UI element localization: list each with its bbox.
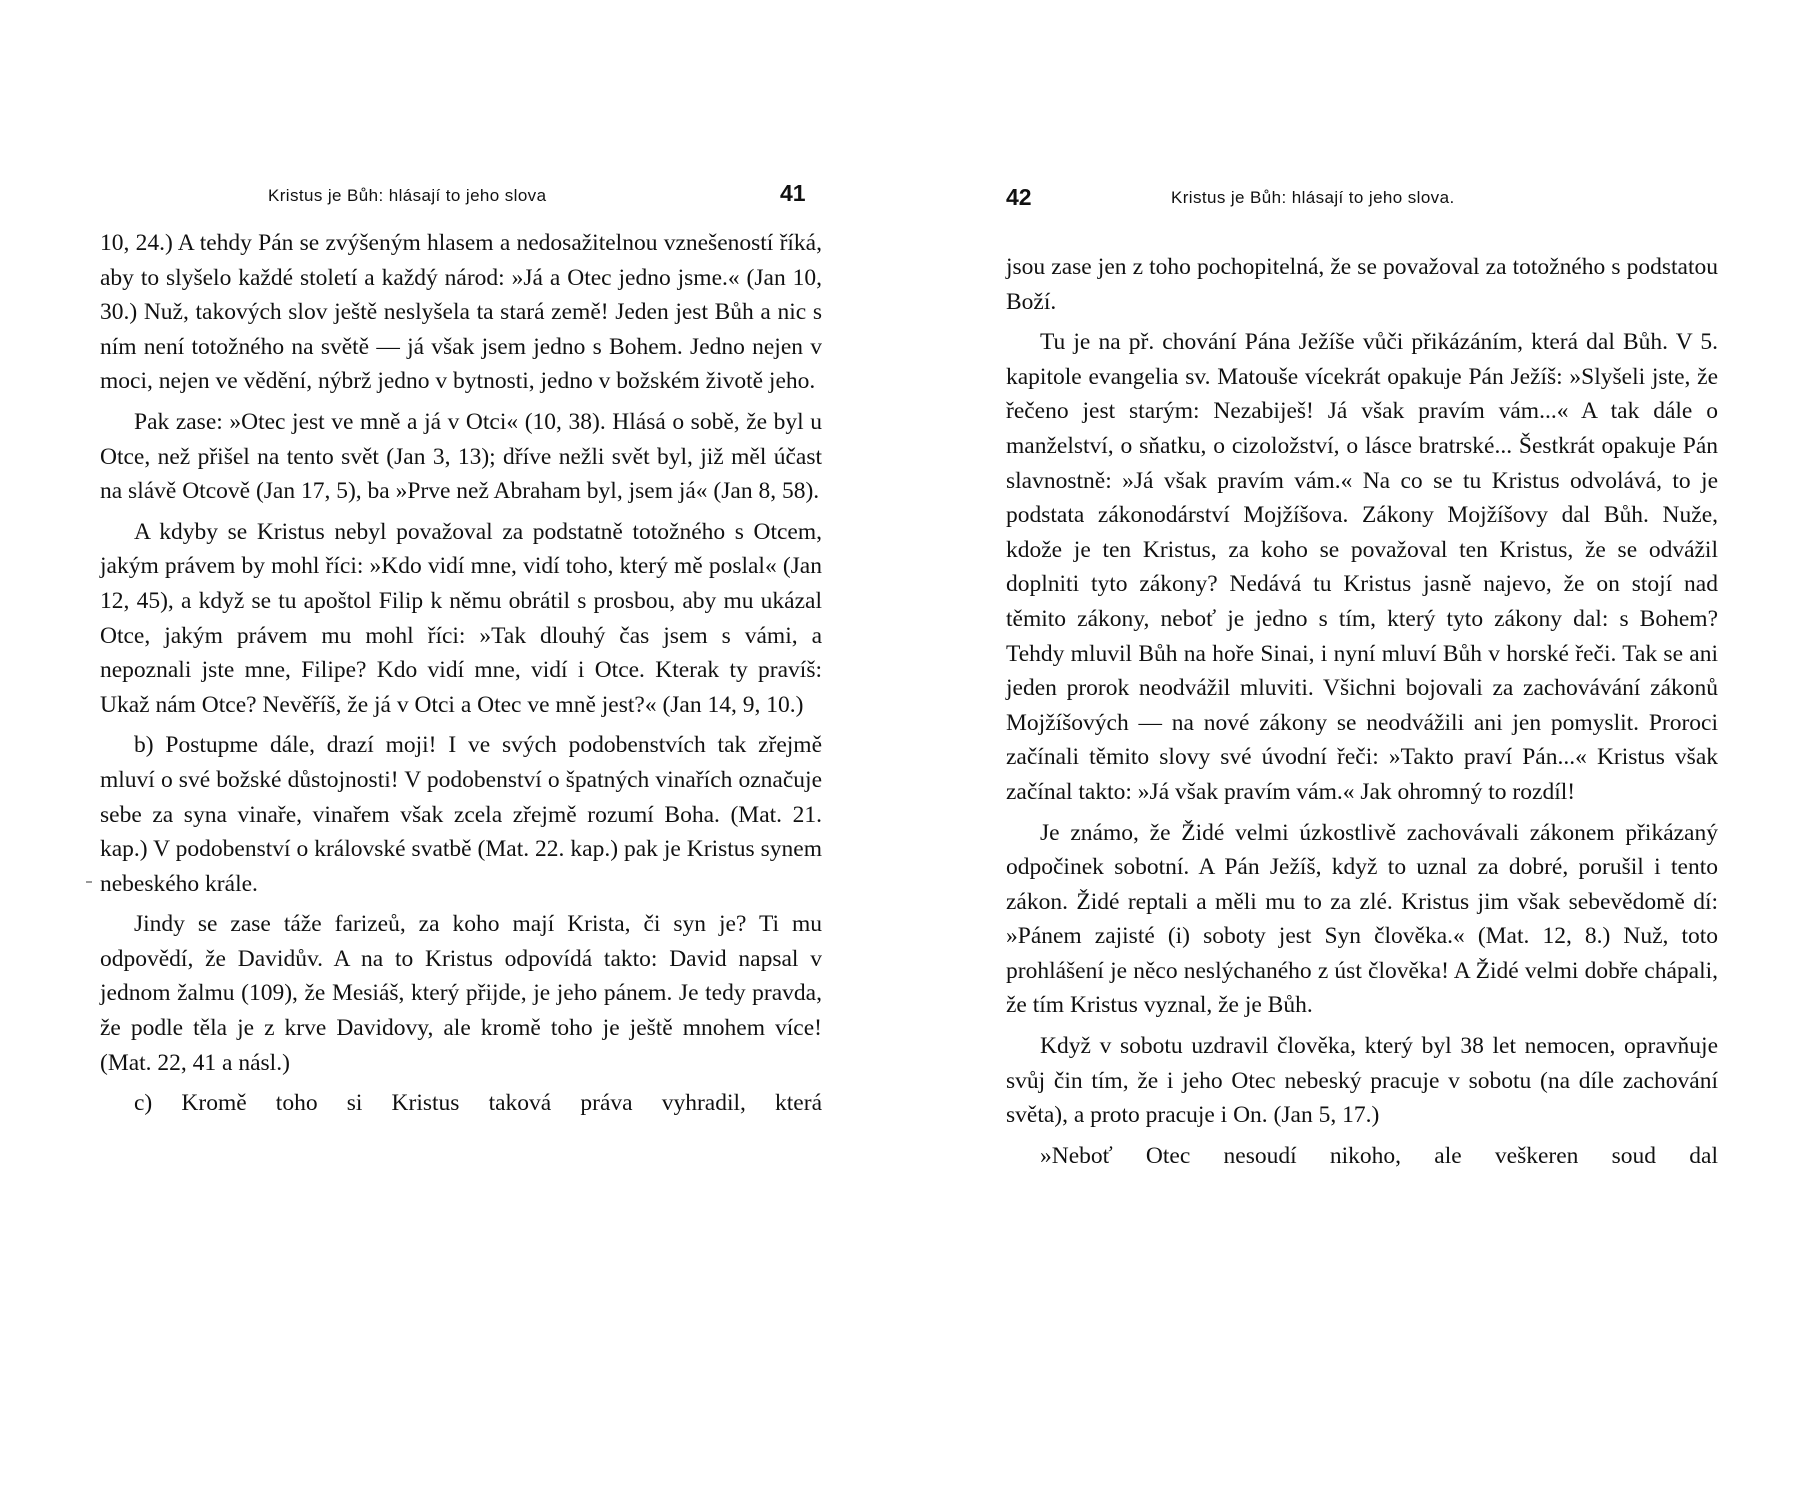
right-paragraph-5: »Neboť Otec nesoudí nikoho, ale veškeren soud dal — [1040, 1142, 1718, 1169]
page-mark — [86, 881, 92, 883]
right-paragraph-2: Tu je na př. chování Pána Ježíše vůči přikázáním, která dal Bůh. V 5. kapitole evangelia sv. Matouše vícekrát opakuje Pán Ježíš: »Slyšeli jste, že řečeno jest starým: Nezabiješ! Já však pravím vám...« A tak dále o manželství, o sňatku, o cizoložství, o lásce bratrské... Šestkrát opakuje Pán slavnostně: »Já však pravím vám.« Na co se tu Kristus odvolává, to je podstata zákonodárství Mojžíšova. Zákony Mojžíšovy dal Bůh. Nuže, kdože je ten Kristus, za koho se považoval ten Kristus, že se odvážil doplniti tyto zákony? Nedává tu Kristus jasně najevo, že on stojí nad těmito zákony, neboť je jedno s tím, který tyto zákony dal: s Bohem? Tehdy mluvil Bůh na hoře Sinai, i nyní mluví Bůh v horské řeči. Tak se ani jeden prorok neodvážil mluviti. Všichni bojovali za zachovávání zákonů Mojžíšových — na nové zákony se neodvážili ani jen pomyslit. Proroci začínali těmito slovy své úvodní řeči: »Takto praví Pán...« Kristus však začínal takto: »Já však pravím vám.« Jak ohromný to rozdíl! — [1006, 329, 1718, 805]
left-body-text — [100, 226, 822, 1121]
left-paragraph-3: A kdyby se Kristus nebyl považoval za podstatně totožného s Otcem, jakým právem by mohl říci: »Kdo vidí mne, vidí toho, který mě poslal« (Jan 12, 45), a když se tu apoštol Filip k němu obrátil s prosbou, aby mu ukázal Otce, jakým právem mu mohl říci: »Tak dlouhý čas jsem s vámi, a nepoznali jste mne, Filipe? Kdo vidí mne, vidí i Otce. Kterak ty pravíš: Ukaž nám Otce? Nevěříš, že já v Otci a Otec ve mně jest?« (Jan 14, 9, 10.) — [100, 518, 822, 718]
left-paragraph-5: Jindy se zase táže farizeů, za koho mají Krista, či syn je? Ti mu odpovědí, že Davidův. A na to Kristus odpovídá takto: David napsal v jednom žalmu (109), že Mesiáš, který přijde, je jeho pánem. Je tedy pravda, že podle těla je z krve Davidovy, ale kromě toho je ještě mnohem více! (Mat. 22, 41 a násl.) — [100, 911, 822, 1076]
left-running-head-title: Kristus je Bůh: hlásají to jeho slova — [268, 186, 547, 205]
right-page — [1006, 180, 1718, 1173]
right-paragraph-3: Je známo, že Židé velmi úzkostlivě zachovávali zákonem přikázaný odpočinek sobotní. A Pán Ježíš, když to uznal za dobré, porušil i tento zákon. Židé reptali a měli mu to za zlé. Kristus jim však sebevědomě dí: »Pánem zajisté (i) soboty jest Syn člověka.« (Mat. 12, 8.) Nuž, toto prohlášení je něco neslýchaného z úst člověka! A Židé velmi dobře chápali, že tím Kristus vyznal, že je Bůh. — [1006, 819, 1718, 1019]
left-paragraph-4: b) Postupme dále, drazí moji! I ve svých podobenstvích tak zřejmě mluví o své božské důstojnosti! V podobenství o špatných vinařích označuje sebe za syna vinaře, vinařem však zcela zřejmě rozumí Boha. (Mat. 21. kap.) V podobenství o královské svatbě (Mat. 22. kap.) pak je Kristus synem nebeského krále. — [100, 732, 822, 897]
right-running-head-title: Kristus je Bůh: hlásají to jeho slova. — [1171, 188, 1455, 207]
right-page-number: 42 — [1006, 184, 1032, 210]
left-paragraph-2: Pak zase: »Otec jest ve mně a já v Otci« (10, 38). Hlásá o sobě, že byl u Otce, než přišel na tento svět (Jan 3, 13); dříve nežli svět byl, již měl účast na slávě Otcově (Jan 17, 5), ba »Prve než Abraham byl, jsem já« (Jan 8, 58). — [100, 408, 822, 505]
right-body-text — [1006, 250, 1718, 1173]
right-paragraph-1: jsou zase jen z toho pochopitelná, že se považoval za totožného s podstatou Boží. — [1006, 254, 1718, 315]
left-page — [100, 180, 822, 1121]
left-paragraph-1: 10, 24.) A tehdy Pán se zvýšeným hlasem a nedosažitelnou vznešeností říká, aby to slyšelo každé století a každý národ: »Já a Otec jedno jsme.« (Jan 10, 30.) Nuž, takových slov ještě neslyšela ta stará země! Jeden jest Bůh a nic s ním není totožného na světě — já však jsem jedno s Bohem. Jedno nejen v moci, nejen ve vědění, nýbrž jedno v bytnosti, jedno v božském životě jeho. — [100, 230, 822, 395]
left-running-head — [100, 180, 822, 220]
left-paragraph-6: c) Kromě toho si Kristus taková práva vyhradil, která — [134, 1090, 822, 1117]
right-running-head — [1006, 180, 1718, 220]
right-paragraph-4: Když v sobotu uzdravil člověka, který byl 38 let nemocen, opravňuje svůj čin tím, že i jeho Otec nebeský pracuje v sobotu (na díle zachování světa), a proto pracuje i On. (Jan 5, 17.) — [1006, 1033, 1718, 1129]
left-page-number: 41 — [780, 180, 806, 206]
